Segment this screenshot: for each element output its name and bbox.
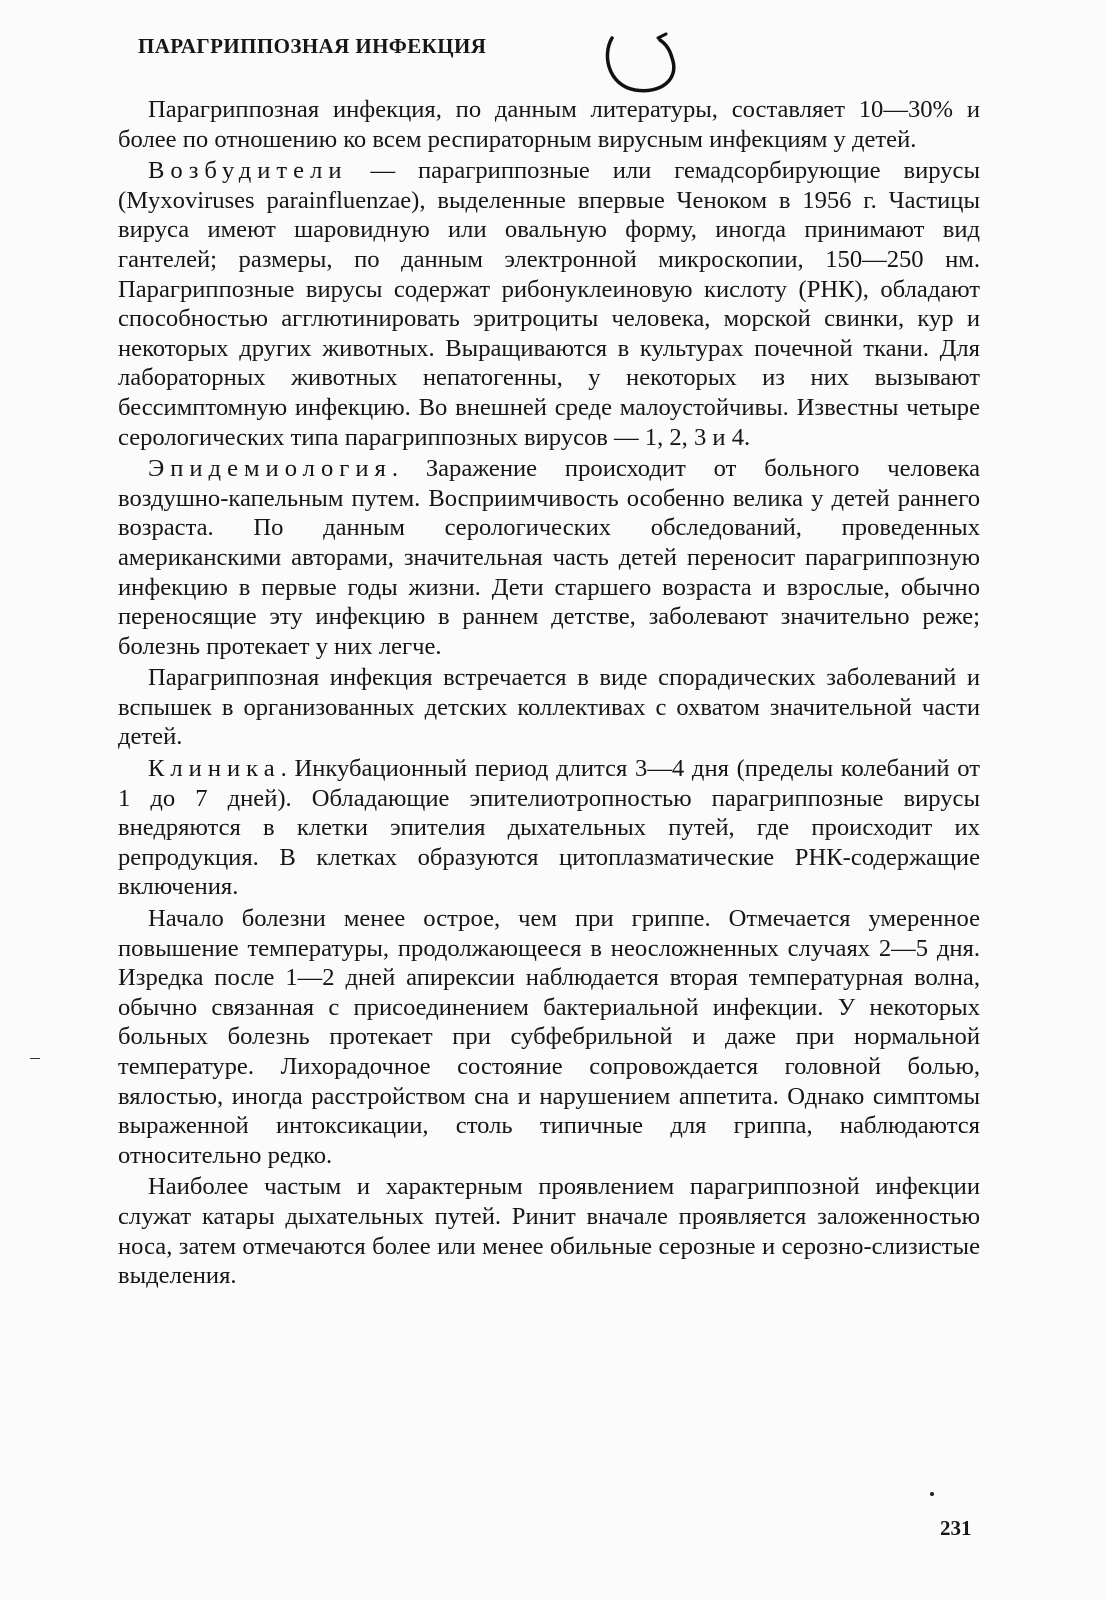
paragraph-text: Начало болезни менее острое, чем при гриппе. Отмечается умеренное повышение температуры, продолжающееся в неосложненных случаях 2—5 дня. Изредка после 1—2 дней апирексии наблюдается вторая температурная волна, обычно связанная с присоединением бактериальной инфекции. У некоторых больных болезнь протекает при субфебрильной и даже при нормальной температуре. Лихорадочное состояние сопровождается головной болью, вялостью, иногда расстройством сна и нарушением аппетита. Однако симптомы выраженной интоксикации, столь типичные для гриппа, наблюдаются относительно редко. xyxy=(118,905,980,1169)
paragraph-catarrh xyxy=(118,1172,980,1290)
paragraph-text: Парагриппозная инфекция встречается в виде спорадических заболеваний и вспышек в организованных детских коллективах с охватом значительной части детей. xyxy=(118,664,980,751)
paragraph-clinic xyxy=(118,754,980,902)
paragraph-onset xyxy=(118,904,980,1170)
paragraph-text: Наиболее частым и характерным проявлением парагриппозной инфекции служат катары дыхательных путей. Ринит вначале проявляется заложенностью носа, затем отмечаются более или менее обильные серозные и серозно-слизистые выделения. xyxy=(118,1173,980,1290)
paragraph-pathogens xyxy=(118,156,980,452)
section-lead: Эпидемиология xyxy=(148,455,392,483)
section-lead: Возбудители xyxy=(148,157,348,185)
paragraph-text: Парагриппозная инфекция, по данным литературы, составляет 10—30% и более по отношению ко всем респираторным вирусным инфекциям у детей. xyxy=(118,96,980,153)
stray-dot-mark xyxy=(930,1492,934,1496)
body-text xyxy=(118,95,980,1291)
paragraph-intro xyxy=(118,95,980,154)
paragraph-text: . Инкубационный период длится 3—4 дня (пределы колебаний от 1 до 7 дней). Обладающие эпителиотропностью парагриппозные вирусы внедряются в клетки эпителия дыхательных путей, где происходит их репродукция. В клетках образуются цитоплазматические РНК-содержащие включения. xyxy=(118,755,980,901)
margin-mark xyxy=(30,1058,40,1059)
paragraph-text: . Заражение происходит от больного человека воздушно-капельным путем. Восприимчивость особенно велика у детей раннего возраста. По данным серологических обследований, проведенных американскими авторами, значительная часть детей переносит парагриппозную инфекцию в первые годы жизни. Дети старшего возраста и взрослые, обычно переносящие эту инфекцию в раннем детстве, заболевают значительно реже; болезнь протекает у них легче. xyxy=(118,455,980,660)
page-number: 231 xyxy=(940,1516,972,1540)
paragraph-text: — парагриппозные или гемадсорбирующие вирусы (Myxoviruses parainfluenzae), выделенные впервые Ченоком в 1956 г. Частицы вируса имеют шаровидную или овальную форму, иногда принимают вид гантелей; размеры, по данным электронной микроскопии, 150—250 нм. Парагриппозные вирусы содержат рибонуклеиновую кислоту (РНК), обладают способностью агглютинировать эритроциты человека, морской свинки, кур и некоторых других животных. Выращиваются в культурах почечной ткани. Для лабораторных животных непатогенны, у некоторых из них вызывают бессимптомную инфекцию. Во внешней среде малоустойчивы. Известны четыре серологических типа парагриппозных вирусов — 1, 2, 3 и 4. xyxy=(118,157,980,451)
paragraph-outbreaks xyxy=(118,663,980,752)
section-lead: Клиника xyxy=(148,755,281,783)
page-title: ПАРАГРИППОЗНАЯ ИНФЕКЦИЯ xyxy=(138,34,487,58)
pen-mark-icon xyxy=(600,30,690,100)
paragraph-epidemiology xyxy=(118,454,980,661)
